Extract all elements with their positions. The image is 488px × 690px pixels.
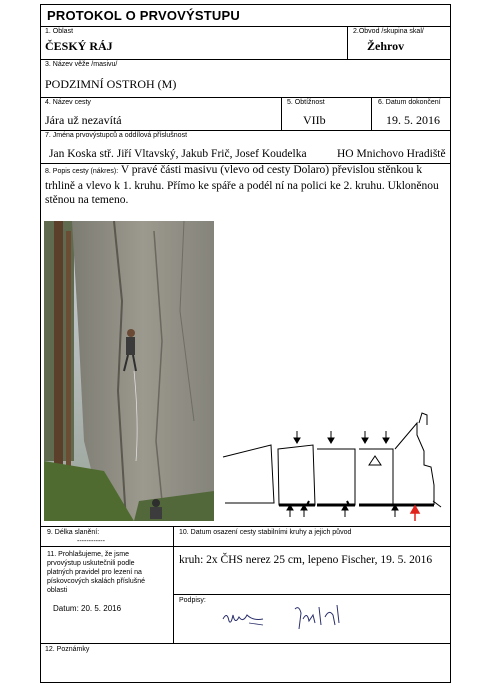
divider (41, 643, 450, 644)
jmena-label: 7. Jména prvovýstupců a oddílová příslušnost (45, 132, 188, 139)
osazeni-value: kruh: 2x ČHS nerez 25 cm, lepeno Fischer, 19. 5. 2016 (179, 554, 433, 566)
datum2-value: Datum: 20. 5. 2016 (53, 604, 122, 613)
oddil-value: HO Mnichovo Hradiště (337, 148, 446, 160)
jmena-value: Jan Koska stř. Jiří Vltavský, Jakub Frič, Josef Koudelka (49, 148, 307, 160)
signature-1 (219, 605, 269, 631)
form-title: PROTOKOL O PRVOVÝSTUPU (47, 8, 240, 23)
slaneni-value: ------------ (77, 538, 105, 545)
cesta-value: Jára už nezavítá (45, 113, 122, 127)
divider (41, 130, 450, 131)
obtiznost-value: VIIb (303, 113, 326, 127)
divider (41, 59, 450, 60)
obtiznost-label: 5. Obtížnost (287, 99, 325, 106)
divider (281, 97, 282, 130)
vez-value: PODZIMNÍ OSTROH (M) (45, 77, 177, 91)
podpisy-label: Podpisy: (179, 597, 206, 604)
poznamky-label: 12. Poznámky (45, 646, 90, 653)
divider (41, 97, 450, 98)
signature-2 (289, 601, 345, 633)
datum-label: 6. Datum dokončení (378, 99, 441, 106)
vez-label: 3. Název věže /masivu/ (45, 61, 118, 68)
divider (173, 526, 174, 643)
protocol-form (40, 4, 451, 683)
osazeni-label: 10. Datum osazení cesty stabilními kruhy a jejich původ (179, 529, 352, 536)
divider (41, 26, 450, 27)
divider (173, 594, 450, 595)
slaneni-label: 9. Délka slanění: (47, 529, 100, 536)
obvod-label: 2.Obvod /skupina skal/ (353, 28, 424, 35)
popis-value: V pravé části masivu (vlevo od cesty Dolaro) převislou stěnkou k trhlině a vlevo k 1. kruhu. Přímo ke spáře a podél ní na polici ke 2. kruhu. Ukloněnou stěnou na temeno. (45, 164, 439, 206)
prohlaseni-text: 11. Prohlašujeme, že jsme prvovýstup uskutečnili podle platných pravidel pro lezení na pískovcových skalách příslušné oblasti (47, 551, 146, 594)
divider (371, 97, 372, 130)
obvod-value: Žehrov (367, 39, 405, 53)
route-description (45, 163, 445, 207)
route-topo-sketch (219, 405, 449, 527)
divider (41, 546, 450, 547)
datum-value: 19. 5. 2016 (386, 113, 440, 127)
climber-on-rock-photo (44, 221, 214, 521)
cesta-label: 4. Název cesty (45, 99, 91, 106)
oblast-value: ČESKÝ RÁJ (45, 39, 113, 53)
oblast-label: 1. Oblast (45, 28, 74, 35)
divider (347, 26, 348, 59)
popis-label: 8. Popis cesty (nákres): (45, 168, 119, 175)
